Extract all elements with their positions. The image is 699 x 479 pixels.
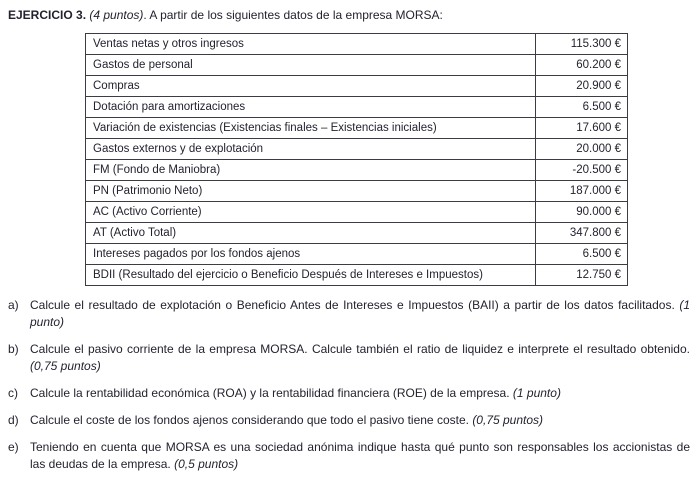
question-body	[30, 385, 690, 402]
exercise-points: (4 puntos)	[89, 8, 144, 22]
question-text: Calcule el resultado de explotación o Beneficio Antes de Intereses e Impuestos (BAII) a partir de los datos facilitados.	[30, 298, 675, 312]
row-value: 60.200 €	[536, 55, 628, 76]
row-value: 347.800 €	[536, 223, 628, 244]
exercise-number: EJERCICIO 3.	[8, 8, 87, 22]
table-row	[86, 118, 628, 139]
row-value: -20.500 €	[536, 160, 628, 181]
table-row	[86, 160, 628, 181]
table-row	[86, 202, 628, 223]
question-letter: b)	[8, 342, 19, 356]
row-value: 17.600 €	[536, 118, 628, 139]
question-letter: c)	[8, 386, 18, 400]
row-label: Gastos externos y de explotación	[86, 139, 536, 160]
question-item-a	[8, 297, 690, 331]
question-letter: e)	[8, 440, 19, 454]
question-item-b	[8, 341, 690, 375]
row-value: 12.750 €	[536, 265, 628, 286]
question-letter: d)	[8, 413, 19, 427]
row-label: Compras	[86, 76, 536, 97]
row-label: FM (Fondo de Maniobra)	[86, 160, 536, 181]
question-points: (1 punto)	[30, 298, 690, 329]
question-body	[30, 412, 690, 429]
question-text: Calcule el coste de los fondos ajenos considerando que todo el pasivo tiene coste.	[30, 413, 469, 427]
row-value: 115.300 €	[536, 34, 628, 55]
question-item-e	[8, 439, 690, 473]
question-text: Calcule el pasivo corriente de la empresa MORSA. Calcule también el ratio de liquidez e interprete el resultado obtenido.	[30, 342, 690, 356]
table-row	[86, 97, 628, 118]
row-value: 20.000 €	[536, 139, 628, 160]
row-value: 90.000 €	[536, 202, 628, 223]
row-label: Dotación para amortizaciones	[86, 97, 536, 118]
row-value: 6.500 €	[536, 244, 628, 265]
row-label: Variación de existencias (Existencias finales – Existencias iniciales)	[86, 118, 536, 139]
question-text: Teniendo en cuenta que MORSA es una sociedad anónima indique hasta qué punto son responsables los accionistas de las deudas de la empresa.	[30, 440, 690, 471]
table-row	[86, 181, 628, 202]
questions-list	[8, 297, 690, 473]
row-label: Intereses pagados por los fondos ajenos	[86, 244, 536, 265]
question-points: (0,5 puntos)	[174, 457, 239, 471]
row-label: PN (Patrimonio Neto)	[86, 181, 536, 202]
table-row	[86, 76, 628, 97]
row-value: 187.000 €	[536, 181, 628, 202]
question-points: (1 punto)	[512, 386, 561, 400]
question-points: (0,75 puntos)	[30, 359, 101, 373]
table-row	[86, 244, 628, 265]
financial-data-table	[85, 33, 628, 286]
question-body	[30, 439, 690, 473]
table-row	[86, 223, 628, 244]
question-body	[30, 341, 690, 375]
exercise-title	[8, 8, 690, 23]
row-value: 6.500 €	[536, 97, 628, 118]
question-body	[30, 297, 690, 331]
question-item-d	[8, 412, 690, 429]
table-row	[86, 139, 628, 160]
row-value: 20.900 €	[536, 76, 628, 97]
row-label: Gastos de personal	[86, 55, 536, 76]
question-letter: a)	[8, 298, 19, 312]
exercise-intro: . A partir de los siguientes datos de la empresa MORSA:	[143, 8, 443, 22]
question-text: Calcule la rentabilidad económica (ROA) y la rentabilidad financiera (ROE) de la empresa.	[30, 386, 510, 400]
question-item-c	[8, 385, 690, 402]
question-points: (0,75 puntos)	[472, 413, 544, 427]
row-label: Ventas netas y otros ingresos	[86, 34, 536, 55]
table-row	[86, 265, 628, 286]
row-label: BDII (Resultado del ejercicio o Beneficio Después de Intereses e Impuestos)	[86, 265, 536, 286]
table-row	[86, 34, 628, 55]
table-row	[86, 55, 628, 76]
row-label: AT (Activo Total)	[86, 223, 536, 244]
row-label: AC (Activo Corriente)	[86, 202, 536, 223]
